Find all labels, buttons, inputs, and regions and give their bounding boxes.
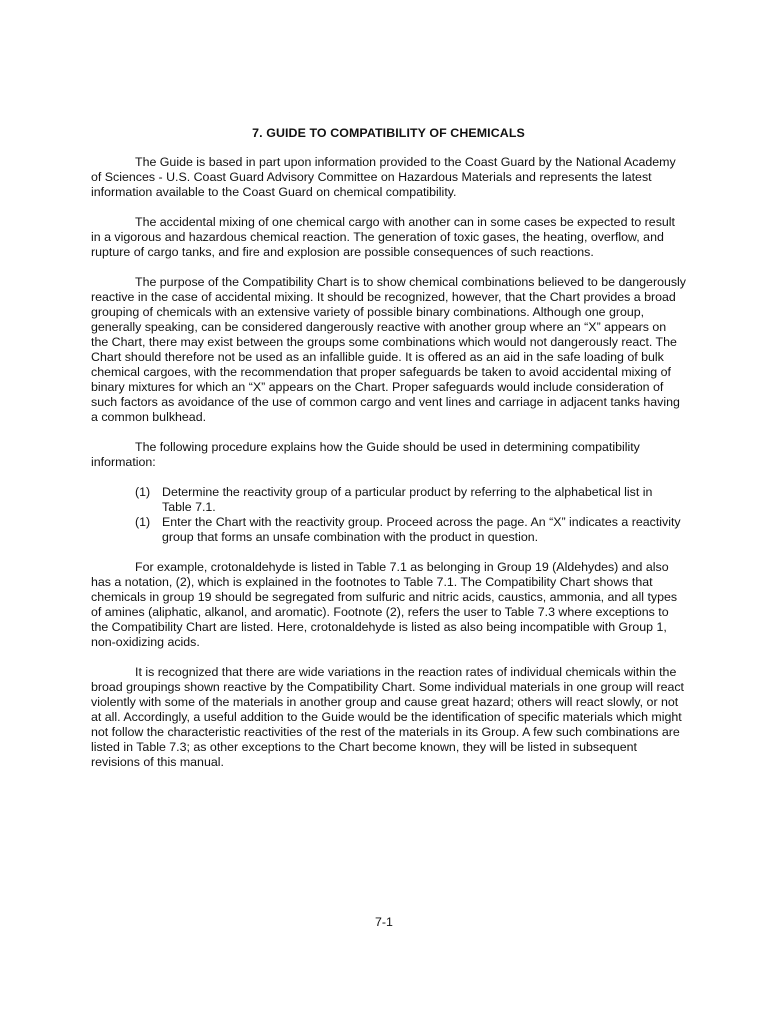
paragraph-procedure-intro: The following procedure explains how the Guide should be used in determining compatibility information: [91,440,640,469]
procedure-item-text: Determine the reactivity group of a particular product by referring to the alphabetical list in Table 7.1. [162,485,653,514]
procedure-item-number: (1) [135,485,151,499]
paragraph-reaction-rates: It is recognized that there are wide variations in the reaction rates of individual chemicals within the broad groupings shown reactive by the Compatibility Chart. Some individual materials in one group will react violently with some of the materials in another group and cause great hazard; others will react slowly, or not at all. Accordingly, a useful addition to the Guide would be the identification of specific materials which might not follow the characteristic reactivities of the rest of the materials in its Group. A few such combinations are listed in Table 7.3; as other exceptions to the Chart become known, they will be listed in subsequent revisions of this manual. [91,665,684,769]
page-number: 7-1 [375,915,393,929]
document-page [91,126,686,785]
paragraph-crotonaldehyde-example: For example, crotonaldehyde is listed in Table 7.1 as belonging in Group 19 (Aldehydes) and also has a notation, (2), which is explained in the footnotes to Table 7.1. The Compatibility Chart shows that chemicals in group 19 should be segregated from sulfuric and nitric acids, caustics, ammonia, and all types of amines (aliphatic, alkanol, and aromatic). Footnote (2), refers the user to Table 7.3 where exceptions to the Compatibility Chart are listed. Here, crotonaldehyde is listed as also being incompatible with Group 1, non-oxidizing acids. [91,560,678,649]
procedure-item [91,485,686,515]
procedure-item-text: Enter the Chart with the reactivity group. Proceed across the page. An “X” indicates a reactivity group that forms an unsafe combination with the product in question. [162,515,681,544]
paragraph-chart-purpose: The purpose of the Compatibility Chart is to show chemical combinations believed to be dangerously reactive in the case of accidental mixing. It should be recognized, however, that the Chart provides a broad grouping of chemicals with an extensive variety of possible binary combinations. Although one group, generally speaking, can be considered dangerously reactive with another group where an “X” appears on the Chart, there may exist between the groups some combinations which would not dangerously react. The Chart should therefore not be used as an infallible guide. It is offered as an aid in the safe loading of bulk chemical cargoes, with the recommendation that proper safeguards be taken to avoid accidental mixing of binary mixtures for which an “X” appears on the Chart. Proper safeguards would include consideration of such factors as avoidance of the use of common cargo and vent lines and carriage in adjacent tanks having a common bulkhead. [91,275,686,424]
procedure-item-number: (1) [135,515,151,529]
section-title: 7. GUIDE TO COMPATIBILITY OF CHEMICALS [252,126,525,140]
paragraph-accidental-mixing: The accidental mixing of one chemical cargo with another can in some cases be expected to result in a vigorous and hazardous chemical reaction. The generation of toxic gases, the heating, overflow, and rupture of cargo tanks, and fire and explosion are possible consequences of such reactions. [91,215,675,259]
procedure-list [91,485,686,545]
paragraph-guide-source: The Guide is based in part upon information provided to the Coast Guard by the National Academy of Sciences - U.S. Coast Guard Advisory Committee on Hazardous Materials and represents the latest information available to the Coast Guard on chemical compatibility. [91,155,676,199]
procedure-item [91,515,686,545]
